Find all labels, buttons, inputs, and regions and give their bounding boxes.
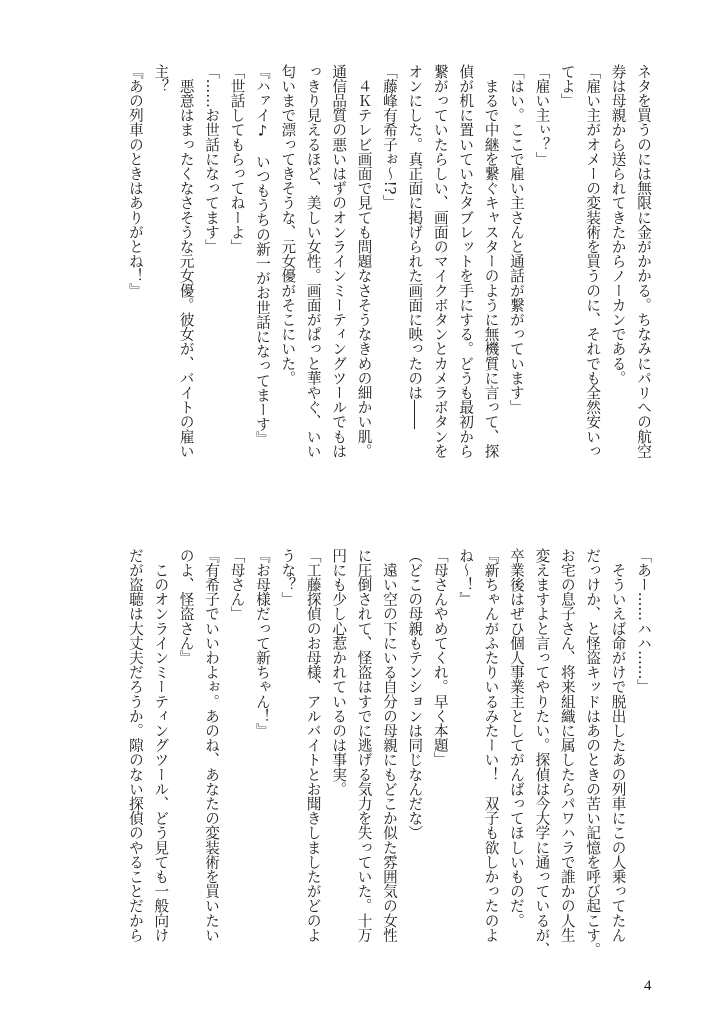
text-line: てよ」	[558, 64, 576, 108]
text-line: まるで中継を繋ぐキャスターのように無機質に言って、探	[482, 64, 500, 459]
text-line: 「雇い主がオメーの変装術を買うのに、それでも全然安いっ	[584, 64, 602, 459]
text-line: ネタを買うのには無限に金がかかる。ちなみにパリへの航空	[635, 64, 652, 459]
text-line: 『有希子でいいわよぉ。あのね、あなたの変装術を買いたい	[203, 548, 221, 943]
text-line: うな？」	[279, 548, 297, 607]
text-line: オンにした。真正面に掲げられた画面に映ったのは――	[406, 64, 424, 429]
text-line: 『あの列車のときはありがとね！』	[126, 64, 144, 298]
text-line: 「はい。ここで雇い主さんと通話が繋がっています」	[507, 64, 525, 415]
text-line: 『ハァイ♪ いつもうちの新一がお世話になってまーす』	[253, 64, 271, 446]
text-line: 変えますよと言ってやりたい。探偵は今大学に通っているが、	[533, 548, 551, 957]
text-line: 「母さん」	[228, 548, 246, 621]
text-line: 「あー……ハハ……」	[635, 548, 652, 694]
text-line: 「工藤探偵のお母様、アルバイトとお聞きしましたがどのよ	[304, 548, 322, 943]
text-line: 卒業後はぜひ個人事業主としてがんばってほしいものだ。	[507, 548, 525, 928]
text-line: のよ、怪盗さん』	[177, 548, 195, 665]
text-line: 繋がっていたらしい、画面のマイクボタンとカメラボタンを	[431, 64, 449, 459]
text-line: 「母さんやめてくれ。早く本題」	[431, 548, 449, 767]
text-line: お宅の息子さん、将来組織に属したらパワハラで誰かの人生	[558, 548, 576, 943]
text-line: このオンラインミーティングツール、どう見ても一般向け	[152, 548, 170, 943]
text-line: だが盗聴は大丈夫だろうか。隙のない探偵のやることだから	[126, 548, 144, 943]
text-line: っきり見えるほど、美しい女性。画面がぱっと華やぐ、いい	[304, 64, 322, 459]
text-line: 「……お世話になってます」	[203, 64, 221, 254]
text-line: に圧倒されて、怪盗はすでに逃げる気力を失っていた。十万	[355, 548, 373, 943]
upper-text-tier	[121, 64, 656, 464]
text-line: （どこの母親もテンションは同じなんだな）	[406, 548, 424, 840]
text-line: 悪意はまったくなさそうな元女優。彼女が、バイトの雇い	[177, 64, 195, 459]
text-line: 遠い空の下にいる自分の母親にもどこか似た雰囲気の女性	[380, 548, 398, 943]
text-line: 匂いまで漂ってきそうな、元女優がそこにいた。	[279, 64, 297, 386]
text-line: 主？	[152, 64, 170, 94]
text-line: 「藤峰有希子ぉ～!?」	[380, 64, 398, 210]
text-line: 偵が机に置いていたタブレットを手にする。どうも最初から	[457, 64, 475, 459]
text-line: 『お母様だって新ちゃん！』	[253, 548, 271, 738]
text-line: ４Ｋテレビ画面で見ても問題なさそうなきめの細かい肌。	[355, 64, 373, 459]
text-line: だっけか、と怪盗キッドはあのときの苦い記憶を呼び起こす。	[584, 548, 602, 957]
text-line: 「雇い主ぃ？」	[533, 64, 551, 167]
lower-text-tier	[121, 548, 656, 957]
text-line: 通信品質の悪いはずのオンラインミーティングツールでもは	[330, 64, 348, 459]
text-line: そういえば命がけで脱出したあの列車にこの人乗ってたん	[609, 548, 627, 943]
page-number: 4	[644, 978, 652, 994]
text-line: ね～！』	[457, 548, 475, 607]
text-line: 券は母親から送られてきたからノーカンである。	[609, 64, 627, 386]
text-line: 円にも少し心惹かれているのは事実。	[330, 548, 348, 797]
text-line: 『新ちゃんがふたりいるみたーい！ 双子も欲しかったのよ	[482, 548, 500, 943]
text-line: 「世話してもらってねーよ」	[228, 64, 246, 254]
